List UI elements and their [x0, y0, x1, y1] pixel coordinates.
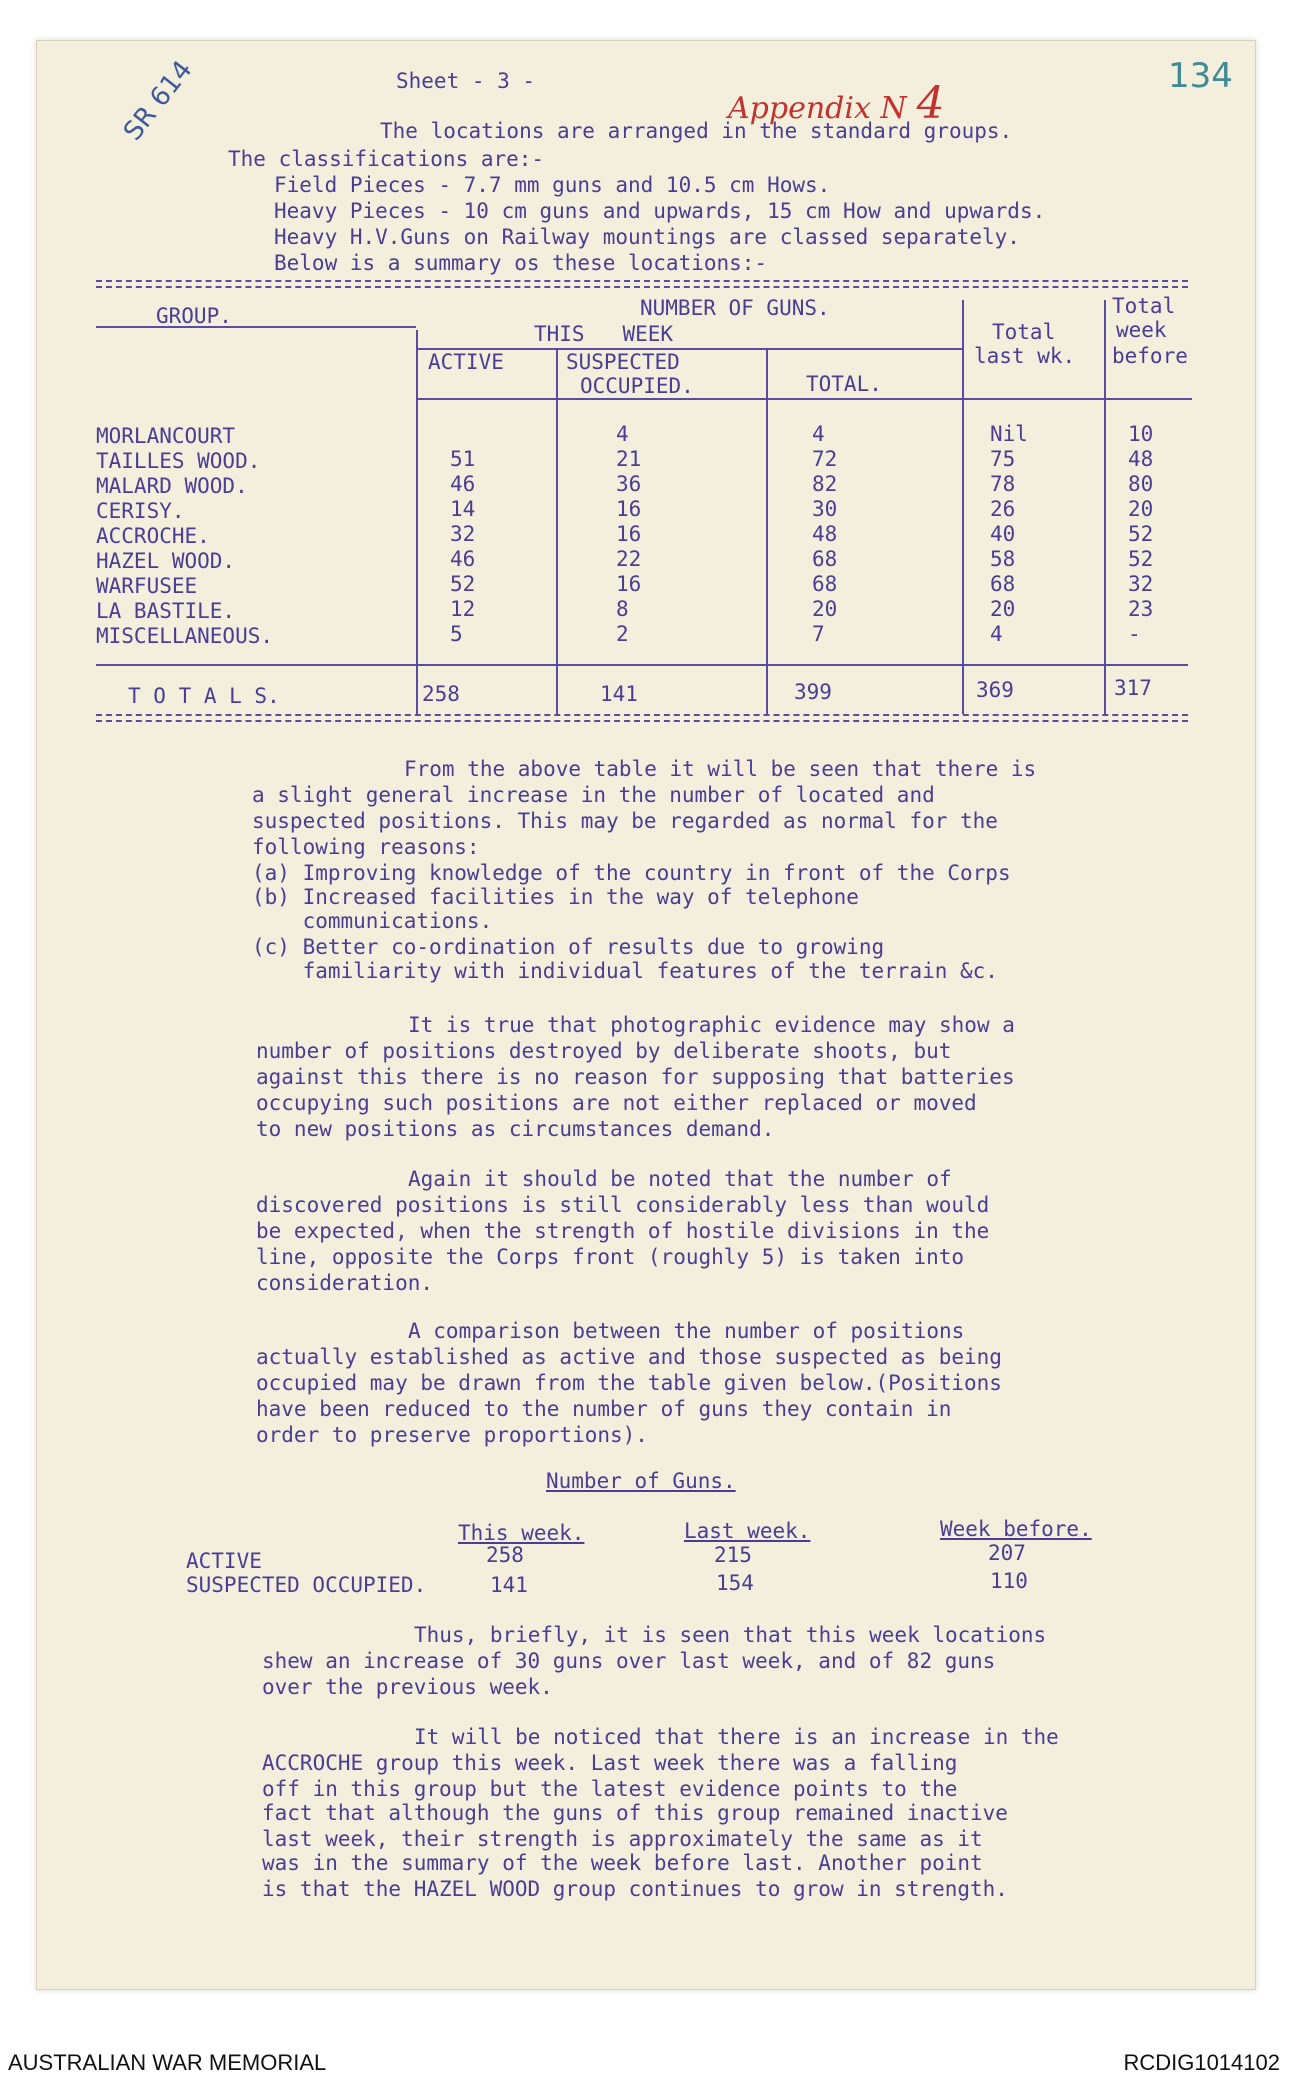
- row-week-before: 48: [1128, 447, 1154, 471]
- table-top-rule: [96, 280, 1188, 288]
- row-group: MALARD WOOD.: [96, 474, 248, 498]
- comparison-row1-this-week: 258: [486, 1543, 524, 1567]
- para1-line-3: suspected positions. This may be regarded as normal for the: [252, 809, 998, 833]
- totals-last-week: 369: [976, 678, 1014, 702]
- para3-line-4: line, opposite the Corps front (roughly 5) is taken into: [256, 1245, 965, 1269]
- comparison-row2-label: SUSPECTED OCCUPIED.: [186, 1573, 427, 1597]
- comparison-col-week-before: [940, 1516, 1092, 1542]
- para4-line-2: actually established as active and those suspected as being: [256, 1345, 1002, 1369]
- intro-line-5: Heavy H.V.Guns on Railway mountings are classed separately.: [274, 225, 1020, 249]
- para1-line-8: (c) Better co-ordination of results due to growing: [252, 935, 885, 959]
- row-active: 51: [450, 447, 476, 471]
- para3-line-5: consideration.: [256, 1271, 434, 1295]
- para1-line-7: communications.: [252, 909, 493, 933]
- header-before-3: before: [1112, 344, 1188, 368]
- row-group: HAZEL WOOD.: [96, 549, 236, 573]
- para4-line-3: occupied may be drawn from the table given below.(Positions: [256, 1371, 1002, 1395]
- para3-line-3: be expected, when the strength of hostile divisions in the: [256, 1219, 990, 1243]
- row-active: 12: [450, 597, 476, 621]
- header-active: ACTIVE: [428, 350, 504, 374]
- footer-record-id: RCDIG1014102: [1123, 2050, 1280, 2075]
- row-week-before: 20: [1128, 497, 1154, 521]
- totals-label: T O T A L S.: [128, 684, 280, 708]
- para6-line-6: was in the summary of the week before last. Another point: [262, 1851, 983, 1875]
- comparison-row1-last-week: 215: [714, 1543, 752, 1567]
- para6-line-7: is that the HAZEL WOOD group continues to grow in strength.: [262, 1877, 1008, 1901]
- comparison-col-week-before-text: Week before.: [940, 1517, 1092, 1541]
- row-total: 72: [812, 447, 838, 471]
- para3-line-2: discovered positions is still considerably less than would: [256, 1193, 990, 1217]
- row-last-week: 4: [990, 622, 1003, 646]
- comparison-title-text: Number of Guns.: [546, 1469, 736, 1493]
- header-before-1: Total: [1112, 294, 1176, 318]
- table-bottom-rule: [96, 714, 1188, 722]
- para4-line-4: have been reduced to the number of guns they contain in: [256, 1397, 952, 1421]
- row-last-week: 75: [990, 447, 1016, 471]
- row-suspected: 16: [616, 522, 642, 546]
- comparison-title: [546, 1468, 736, 1494]
- row-active: 52: [450, 572, 476, 596]
- row-suspected: 4: [616, 422, 629, 446]
- row-week-before: 52: [1128, 522, 1154, 546]
- row-total: 68: [812, 547, 838, 571]
- row-last-week: 78: [990, 472, 1016, 496]
- para1-line-5: (a) Improving knowledge of the country in front of the Corps: [252, 861, 1011, 885]
- row-active: 14: [450, 497, 476, 521]
- row-total: 68: [812, 572, 838, 596]
- appendix-text: Appendix N: [728, 91, 907, 126]
- comparison-row2-week-before: 110: [990, 1569, 1028, 1593]
- row-group: MISCELLANEOUS.: [96, 624, 274, 648]
- para2-line-4: occupying such positions are not either replaced or moved: [256, 1091, 977, 1115]
- row-total: 30: [812, 497, 838, 521]
- col-divider-4: [962, 300, 964, 714]
- row-active: 32: [450, 522, 476, 546]
- row-week-before: -: [1128, 622, 1141, 646]
- row-last-week: 58: [990, 547, 1016, 571]
- totals-total: 399: [794, 680, 832, 704]
- row-suspected: 36: [616, 472, 642, 496]
- totals-week-before: 317: [1114, 676, 1152, 700]
- footer-institution: AUSTRALIAN WAR MEMORIAL: [8, 2050, 327, 2075]
- row-last-week: 68: [990, 572, 1016, 596]
- para2-line-3: against this there is no reason for supposing that batteries: [256, 1065, 1015, 1089]
- comparison-col-last-week-text: Last week.: [684, 1519, 811, 1543]
- row-active: 5: [450, 622, 463, 646]
- header-number-of-guns: NUMBER OF GUNS.: [640, 296, 830, 320]
- intro-line-4: Heavy Pieces - 10 cm guns and upwards, 15 cm How and upwards.: [274, 199, 1046, 223]
- row-group: CERISY.: [96, 499, 185, 523]
- row-week-before: 23: [1128, 597, 1154, 621]
- para6-line-5: last week, their strength is approximately the same as it: [262, 1827, 983, 1851]
- para1-line-6: (b) Increased facilities in the way of telephone: [252, 885, 859, 909]
- row-group: WARFUSEE: [96, 574, 198, 598]
- para6-line-2: ACCROCHE group this week. Last week there was a falling: [262, 1751, 958, 1775]
- row-suspected: 22: [616, 547, 642, 571]
- totals-rule: [96, 664, 1188, 666]
- intro-line-6: Below is a summary os these locations:-: [274, 251, 768, 275]
- row-week-before: 10: [1128, 422, 1154, 446]
- header-group: GROUP.: [156, 304, 232, 328]
- row-last-week: 40: [990, 522, 1016, 546]
- para1-line-9: familiarity with individual features of the terrain &c.: [252, 959, 998, 983]
- para3-line-1: Again it should be noted that the number of: [408, 1167, 952, 1191]
- row-suspected: 21: [616, 447, 642, 471]
- header-last-week-2: last wk.: [974, 344, 1076, 368]
- row-group: LA BASTILE.: [96, 599, 236, 623]
- para1-line-1: From the above table it will be seen that there is: [404, 757, 1037, 781]
- para5-line-3: over the previous week.: [262, 1675, 553, 1699]
- comparison-col-this-week-text: This week.: [458, 1521, 585, 1545]
- header-before-2: week: [1116, 318, 1167, 342]
- row-suspected: 16: [616, 497, 642, 521]
- row-active: 46: [450, 472, 476, 496]
- row-week-before: 52: [1128, 547, 1154, 571]
- row-active: 46: [450, 547, 476, 571]
- para2-line-2: number of positions destroyed by deliberate shoots, but: [256, 1039, 952, 1063]
- row-group: ACCROCHE.: [96, 524, 210, 548]
- comparison-col-last-week: [684, 1518, 810, 1544]
- archive-stamp: SR 614: [118, 55, 199, 147]
- subheader-rule: [416, 398, 1192, 400]
- para4-line-1: A comparison between the number of positions: [408, 1319, 965, 1343]
- row-suspected: 2: [616, 622, 629, 646]
- intro-line-2: The classifications are:-: [228, 147, 545, 171]
- para1-line-4: following reasons:: [252, 835, 480, 859]
- row-total: 48: [812, 522, 838, 546]
- row-group: MORLANCOURT: [96, 424, 236, 448]
- totals-suspected: 141: [600, 682, 638, 706]
- para5-line-2: shew an increase of 30 guns over last week, and of 82 guns: [262, 1649, 996, 1673]
- para5-line-1: Thus, briefly, it is seen that this week locations: [414, 1623, 1047, 1647]
- row-last-week: Nil: [990, 422, 1028, 446]
- para2-line-1: It is true that photographic evidence may show a: [408, 1013, 1015, 1037]
- header-total: TOTAL.: [806, 372, 882, 396]
- row-total: 20: [812, 597, 838, 621]
- header-last-week-1: Total: [992, 320, 1056, 344]
- col-divider-2: [556, 350, 558, 714]
- para6-line-1: It will be noticed that there is an increase in the: [414, 1725, 1059, 1749]
- sheet-label: Sheet - 3 -: [396, 69, 536, 93]
- para1-line-2: a slight general increase in the number of located and: [252, 783, 935, 807]
- intro-line-1: The locations are arranged in the standard groups.: [380, 119, 1013, 143]
- row-suspected: 16: [616, 572, 642, 596]
- para6-line-4: fact that although the guns of this group remained inactive: [262, 1801, 1008, 1825]
- col-divider-1: [416, 330, 418, 714]
- row-total: 82: [812, 472, 838, 496]
- comparison-row1-label: ACTIVE: [186, 1549, 262, 1573]
- row-last-week: 26: [990, 497, 1016, 521]
- col-divider-3: [766, 350, 768, 714]
- header-this-week: THIS WEEK: [534, 322, 674, 346]
- para4-line-5: order to preserve proportions).: [256, 1423, 648, 1447]
- para2-line-5: to new positions as circumstances demand.: [256, 1117, 775, 1141]
- row-total: 4: [812, 422, 825, 446]
- col-divider-5: [1104, 300, 1106, 714]
- appendix-number: 4: [916, 78, 945, 129]
- row-group: TAILLES WOOD.: [96, 449, 261, 473]
- comparison-row2-last-week: 154: [716, 1571, 754, 1595]
- comparison-row1-week-before: 207: [988, 1541, 1026, 1565]
- row-week-before: 32: [1128, 572, 1154, 596]
- intro-line-3: Field Pieces - 7.7 mm guns and 10.5 cm Hows.: [274, 173, 831, 197]
- row-total: 7: [812, 622, 825, 646]
- header-suspected-1: SUSPECTED: [566, 350, 680, 374]
- row-week-before: 80: [1128, 472, 1154, 496]
- page-number: 134: [1168, 56, 1233, 96]
- header-rule: [96, 326, 416, 328]
- comparison-row2-this-week: 141: [490, 1573, 528, 1597]
- row-last-week: 20: [990, 597, 1016, 621]
- row-suspected: 8: [616, 597, 629, 621]
- para6-line-3: off in this group but the latest evidence points to the: [262, 1777, 958, 1801]
- header-suspected-2: OCCUPIED.: [580, 374, 694, 398]
- totals-active: 258: [422, 682, 460, 706]
